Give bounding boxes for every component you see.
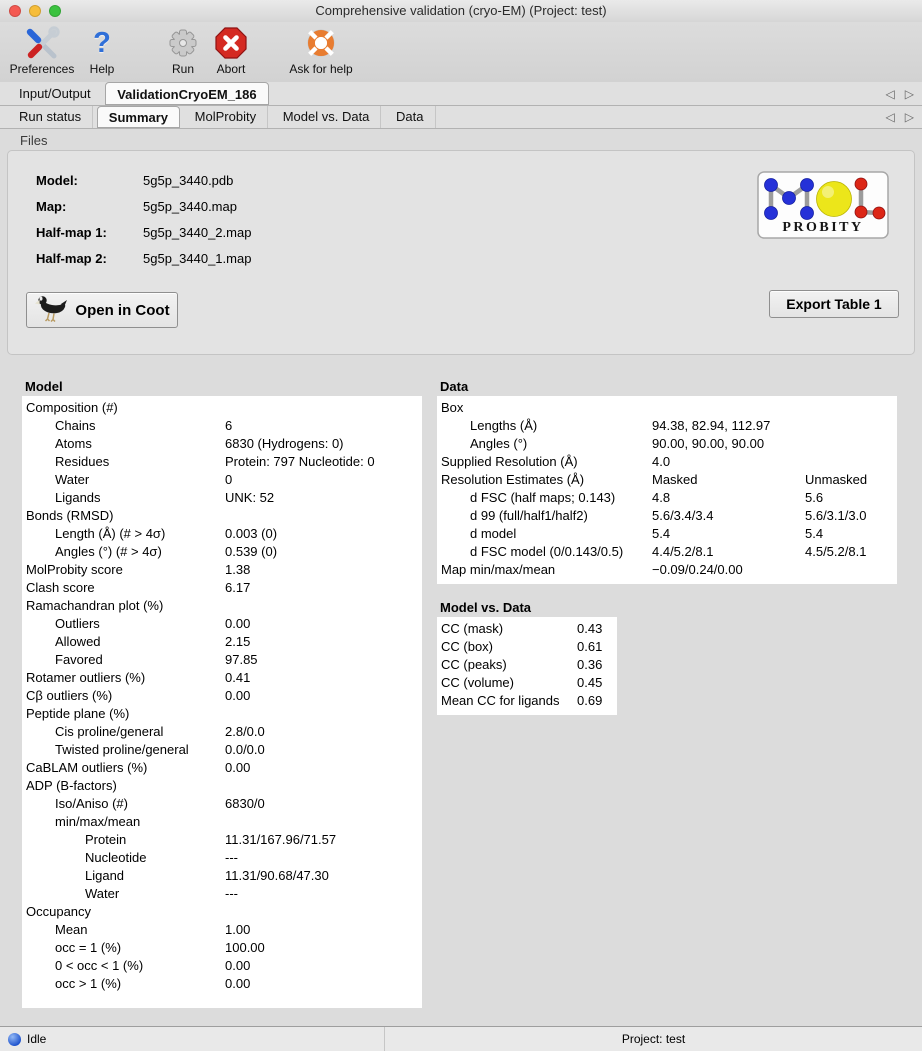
export-table-1-button[interactable] <box>769 290 899 318</box>
table-row <box>437 674 617 692</box>
row-label: Box <box>441 400 464 415</box>
row-label: d FSC model (0/0.143/0.5) <box>470 544 624 559</box>
model-table <box>22 396 422 1008</box>
row-value: 5.4 <box>652 526 671 541</box>
tab-input-output[interactable]: Input/Output <box>19 86 91 101</box>
data-section-title: Data <box>440 379 469 394</box>
table-row <box>22 849 422 867</box>
tab-data[interactable]: Data <box>385 106 435 128</box>
table-row <box>437 471 897 489</box>
row-label: Protein <box>85 832 127 847</box>
main-tab-bar <box>0 82 922 106</box>
sub-tab-scroll-arrows <box>886 106 914 128</box>
file-row-half-map-1 <box>36 224 251 241</box>
help-button[interactable] <box>81 25 123 76</box>
row-label: Clash score <box>26 580 95 595</box>
coot-bird-icon <box>34 294 68 326</box>
file-value: 5g5p_3440.map <box>143 199 237 214</box>
row-label: Chains <box>55 418 96 433</box>
row-label: CC (peaks) <box>441 657 507 672</box>
status-bar <box>0 1026 922 1051</box>
table-row <box>22 795 422 813</box>
row-label: CC (mask) <box>441 621 504 636</box>
row-label: Supplied Resolution (Å) <box>441 454 578 469</box>
table-row <box>437 638 617 656</box>
row-value: 0.00 <box>225 616 251 631</box>
table-row <box>22 435 422 453</box>
project-section <box>385 1027 922 1051</box>
minimize-button[interactable] <box>29 5 41 17</box>
row-value: 6830/0 <box>225 796 265 811</box>
sub-tab-bar <box>0 106 922 129</box>
table-row <box>22 741 422 759</box>
row-value: 0.45 <box>577 675 603 690</box>
open-in-coot-button[interactable] <box>26 292 178 328</box>
table-row <box>22 417 422 435</box>
ask-for-help-label: Ask for help <box>289 62 353 76</box>
tab-run-status[interactable]: Run status <box>8 106 93 128</box>
file-value: 5g5p_3440_1.map <box>143 251 252 266</box>
row-label: Twisted proline/general <box>55 742 189 757</box>
table-row <box>22 399 422 417</box>
row-value: 0.539 (0) <box>225 544 278 559</box>
table-row <box>22 921 422 939</box>
row-value: 2.8/0.0 <box>225 724 265 739</box>
row-value: −0.09/0.24/0.00 <box>652 562 743 577</box>
row-value: 0.36 <box>577 657 603 672</box>
row-value: Unmasked <box>805 472 868 487</box>
table-row <box>22 759 422 777</box>
row-label: Outliers <box>55 616 100 631</box>
file-row-map <box>36 198 237 215</box>
window-title: Comprehensive validation (cryo-EM) (Project: test) <box>315 3 607 18</box>
row-value: 94.38, 82.94, 112.97 <box>652 418 771 433</box>
row-label: CC (box) <box>441 639 494 654</box>
mvd-table-body <box>437 620 617 710</box>
table-row <box>437 435 897 453</box>
row-label: occ = 1 (%) <box>55 940 122 955</box>
row-label: CaBLAM outliers (%) <box>26 760 148 775</box>
row-label: Favored <box>55 652 103 667</box>
table-row <box>22 507 422 525</box>
row-value: 1.38 <box>225 562 251 577</box>
row-value: 0 <box>225 472 233 487</box>
table-row <box>22 651 422 669</box>
table-row <box>22 903 422 921</box>
abort-button[interactable] <box>207 25 255 76</box>
table-row <box>22 453 422 471</box>
scroll-left-icon[interactable]: ◁ <box>885 86 895 101</box>
table-row <box>22 885 422 903</box>
row-value: 4.5/5.2/8.1 <box>805 544 867 559</box>
table-row <box>22 669 422 687</box>
table-row <box>22 939 422 957</box>
run-button[interactable] <box>161 25 205 76</box>
table-row <box>437 417 897 435</box>
row-value: 11.31/90.68/47.30 <box>225 868 329 883</box>
status-text: Idle <box>27 1032 47 1046</box>
table-row <box>22 705 422 723</box>
lifebuoy-icon <box>304 25 338 61</box>
file-row-half-map-2 <box>36 250 251 267</box>
table-row <box>22 975 422 993</box>
row-label: occ > 1 (%) <box>55 976 122 991</box>
row-label: Lengths (Å) <box>470 418 538 433</box>
data-table <box>437 396 897 584</box>
status-dot-icon <box>8 1033 21 1046</box>
tab-molprobity[interactable]: MolProbity <box>184 106 268 128</box>
row-label: ADP (B-factors) <box>26 778 117 793</box>
zoom-button[interactable] <box>49 5 61 17</box>
table-row <box>22 579 422 597</box>
table-row <box>22 633 422 651</box>
model-vs-data-section-title: Model vs. Data <box>440 600 532 615</box>
table-row <box>22 723 422 741</box>
row-value: 0.0/0.0 <box>225 742 265 757</box>
row-value: 5.6 <box>805 490 824 505</box>
file-row-model <box>36 172 233 189</box>
table-row <box>22 957 422 975</box>
table-row <box>22 777 422 795</box>
row-label: Angles (°) (# > 4σ) <box>55 544 162 559</box>
row-label: Ramachandran plot (%) <box>26 598 164 613</box>
row-label: Ligand <box>85 868 125 883</box>
files-group-box <box>7 150 915 355</box>
row-value: 4.8 <box>652 490 671 505</box>
row-value: 4.0 <box>652 454 671 469</box>
model-vs-data-table <box>437 617 617 715</box>
traffic-lights <box>9 5 61 17</box>
tab-validationcryoem-186[interactable]: ValidationCryoEM_186 <box>105 82 268 105</box>
status-section <box>0 1027 385 1051</box>
row-label: Bonds (RMSD) <box>26 508 114 523</box>
help-label: Help <box>89 62 115 76</box>
table-row <box>22 813 422 831</box>
scroll-right-icon[interactable]: ▷ <box>904 86 914 101</box>
row-label: d model <box>470 526 517 541</box>
row-value: 5.6/3.1/3.0 <box>805 508 867 523</box>
row-value: 2.15 <box>225 634 251 649</box>
row-value: 11.31/167.96/71.57 <box>225 832 337 847</box>
row-label: Resolution Estimates (Å) <box>441 472 585 487</box>
table-row <box>22 687 422 705</box>
row-value: 0.61 <box>577 639 603 654</box>
table-row <box>22 597 422 615</box>
row-value: 0.00 <box>225 976 251 991</box>
row-label: Angles (°) <box>470 436 528 451</box>
tab-summary[interactable]: Summary <box>97 106 180 128</box>
row-value: --- <box>225 850 238 865</box>
run-label: Run <box>171 62 194 76</box>
row-value: Protein: 797 Nucleotide: 0 <box>225 454 375 469</box>
row-value: 4.4/5.2/8.1 <box>652 544 714 559</box>
tab-model-vs-data[interactable]: Model vs. Data <box>272 106 382 128</box>
row-label: Atoms <box>55 436 92 451</box>
row-label: Residues <box>55 454 110 469</box>
open-in-coot-label: Open in Coot <box>75 301 170 319</box>
row-label: d 99 (full/half1/half2) <box>470 508 588 523</box>
row-label: Occupancy <box>26 904 92 919</box>
row-label: Water <box>85 886 120 901</box>
table-row <box>437 525 897 543</box>
table-row <box>437 489 897 507</box>
row-value: 97.85 <box>225 652 258 667</box>
table-row <box>22 867 422 885</box>
row-label: min/max/mean <box>55 814 141 829</box>
row-value: 0.003 (0) <box>225 526 278 541</box>
table-row <box>22 471 422 489</box>
row-label: Mean <box>55 922 88 937</box>
files-group-label: Files <box>20 133 48 148</box>
row-label: d FSC (half maps; 0.143) <box>470 490 616 505</box>
row-value: UNK: 52 <box>225 490 275 505</box>
file-value: 5g5p_3440_2.map <box>143 225 252 240</box>
row-label: Cβ outliers (%) <box>26 688 113 703</box>
table-row <box>22 561 422 579</box>
table-row <box>22 525 422 543</box>
toolbar <box>0 22 922 82</box>
table-row <box>22 489 422 507</box>
row-label: CC (volume) <box>441 675 514 690</box>
row-value: Masked <box>652 472 698 487</box>
data-table-body <box>437 399 897 579</box>
table-row <box>437 543 897 561</box>
row-label: Length (Å) (# > 4σ) <box>55 526 166 541</box>
row-value: 6 <box>225 418 233 433</box>
model-section-title: Model <box>25 379 63 394</box>
file-label: Model: <box>36 173 78 188</box>
row-value: --- <box>225 886 238 901</box>
molprobity-logo-text: PROBITY <box>782 220 864 235</box>
scroll-left-icon[interactable]: ◁ <box>885 110 895 124</box>
title-bar <box>0 0 922 22</box>
row-label: Ligands <box>55 490 101 505</box>
table-row <box>437 453 897 471</box>
row-label: Iso/Aniso (#) <box>55 796 128 811</box>
file-label: Half-map 2: <box>36 251 107 266</box>
gear-icon <box>166 25 200 61</box>
summary-panel <box>0 129 922 1026</box>
row-value: 1.00 <box>225 922 251 937</box>
table-row <box>437 692 617 710</box>
file-value: 5g5p_3440.pdb <box>143 173 234 188</box>
row-value: 0.69 <box>577 693 603 708</box>
preferences-button[interactable] <box>3 25 81 76</box>
molprobity-logo <box>757 171 889 242</box>
tools-icon <box>23 25 61 61</box>
preferences-label: Preferences <box>9 62 75 76</box>
row-label: Mean CC for ligands <box>441 693 560 708</box>
row-value: 0.43 <box>577 621 603 636</box>
ask-for-help-button[interactable] <box>281 25 361 76</box>
row-value: 5.6/3.4/3.4 <box>652 508 714 523</box>
row-label: Map min/max/mean <box>441 562 556 577</box>
file-label: Half-map 1: <box>36 225 107 240</box>
row-value: 0.00 <box>225 958 251 973</box>
row-value: 6.17 <box>225 580 251 595</box>
row-label: 0 < occ < 1 (%) <box>55 958 144 973</box>
table-row <box>22 615 422 633</box>
table-row <box>437 507 897 525</box>
table-row <box>437 620 617 638</box>
row-value: 6830 (Hydrogens: 0) <box>225 436 344 451</box>
table-row <box>437 399 897 417</box>
row-label: Composition (#) <box>26 400 118 415</box>
abort-icon <box>214 25 248 61</box>
row-label: Rotamer outliers (%) <box>26 670 146 685</box>
model-table-body <box>22 399 422 993</box>
row-value: 0.41 <box>225 670 251 685</box>
row-value: 100.00 <box>225 940 265 955</box>
table-row <box>22 543 422 561</box>
table-row <box>437 561 897 579</box>
row-value: 0.00 <box>225 760 251 775</box>
row-label: Allowed <box>55 634 101 649</box>
table-row <box>437 656 617 674</box>
row-value: 90.00, 90.00, 90.00 <box>652 436 765 451</box>
question-icon: ? <box>93 27 111 59</box>
row-label: Nucleotide <box>85 850 147 865</box>
file-label: Map: <box>36 199 67 214</box>
table-row <box>22 831 422 849</box>
row-value: 0.00 <box>225 688 251 703</box>
row-label: Peptide plane (%) <box>26 706 130 721</box>
abort-label: Abort <box>216 62 246 76</box>
row-value: 5.4 <box>805 526 824 541</box>
row-label: Water <box>55 472 90 487</box>
scroll-right-icon[interactable]: ▷ <box>904 110 914 124</box>
export-table-1-label: Export Table 1 <box>786 296 882 312</box>
project-label: Project: test <box>621 1032 686 1046</box>
tab-scroll-arrows <box>886 82 914 105</box>
close-button[interactable] <box>9 5 21 17</box>
row-label: Cis proline/general <box>55 724 164 739</box>
row-label: MolProbity score <box>26 562 123 577</box>
